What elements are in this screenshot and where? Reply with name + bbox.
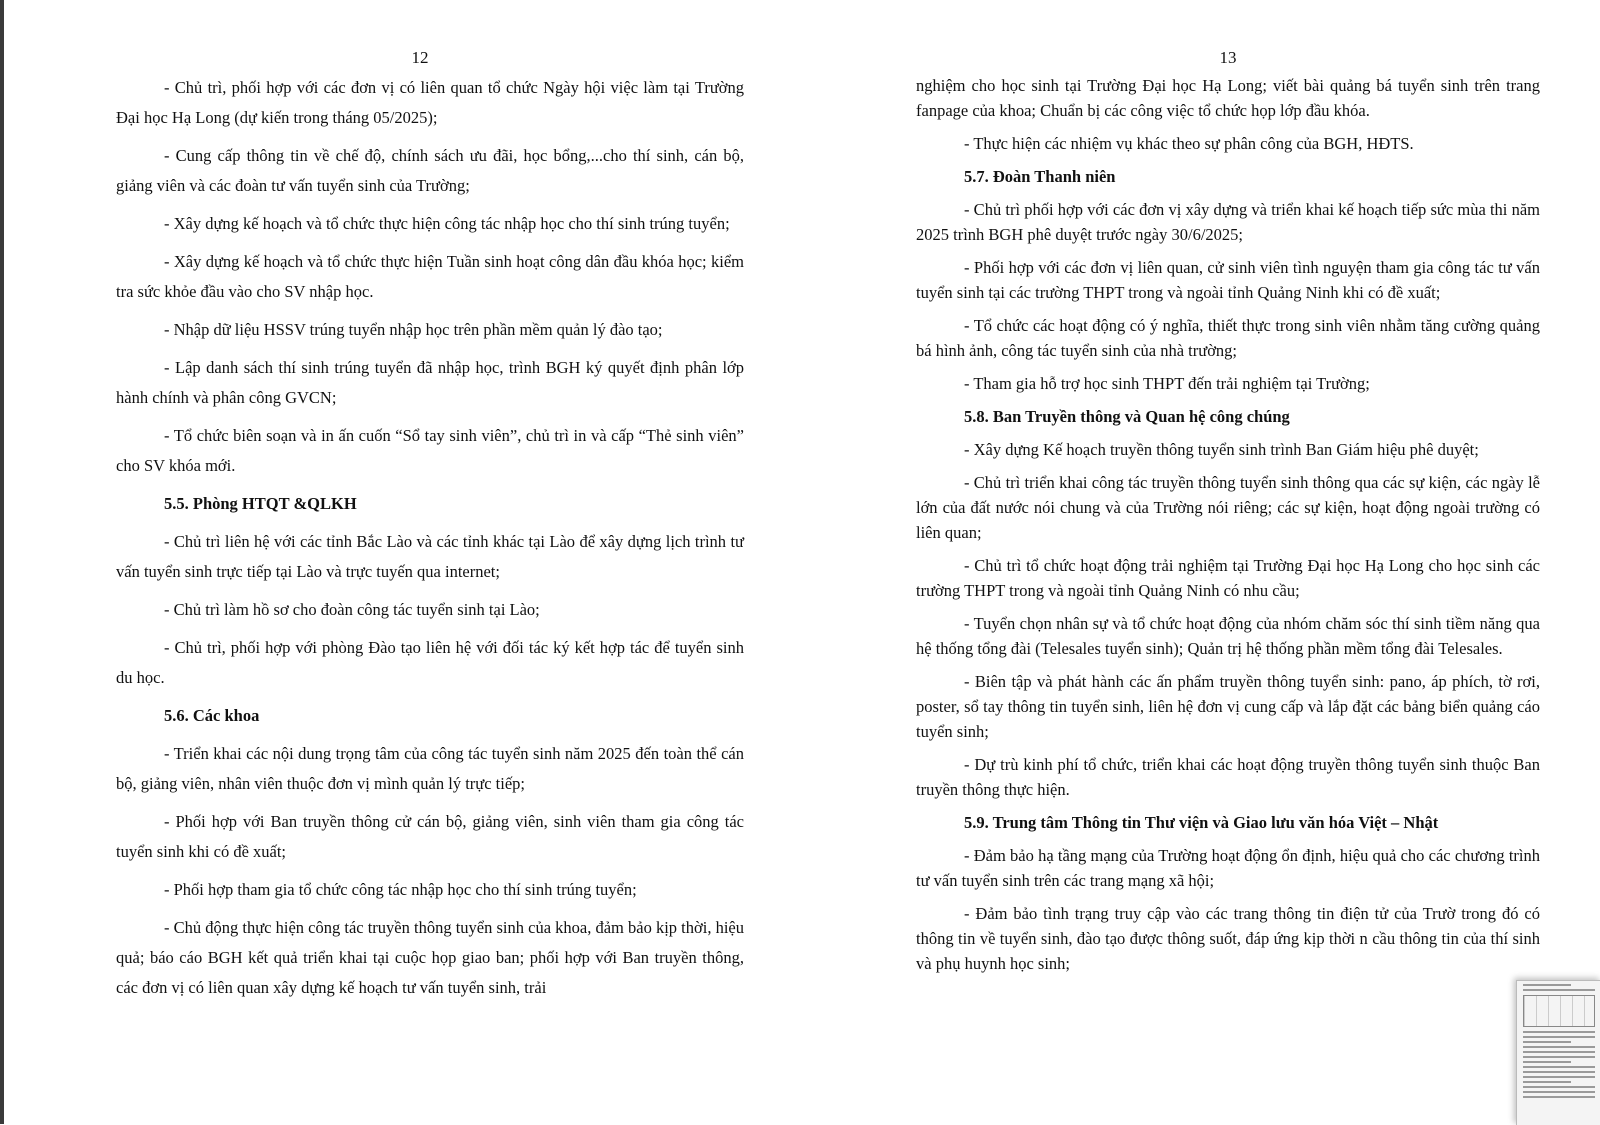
thumbnail-table: [1523, 995, 1595, 1027]
paragraph: - Cung cấp thông tin về chế độ, chính sách ưu đãi, học bổng,...cho thí sinh, cán bộ, giảng viên và các đoàn tư vấn tuyển sinh của Trường;: [116, 146, 744, 195]
section-heading: 5.8. Ban Truyền thông và Quan hệ công chúng: [964, 407, 1290, 426]
thumbnail-line: [1523, 1041, 1571, 1043]
paragraph: - Thực hiện các nhiệm vụ khác theo sự phân công của BGH, HĐTS.: [964, 134, 1414, 153]
thumbnail-line: [1523, 1036, 1595, 1038]
thumbnail-line: [1523, 984, 1571, 986]
thumbnail-line: [1523, 989, 1595, 991]
thumbnail-line: [1523, 1086, 1595, 1088]
paragraph: - Chủ động thực hiện công tác truyền thông tuyển sinh của khoa, đảm bảo kịp thời, hiệu quả; báo cáo BGH kết quả triển khai tại cuộc họp giao ban; phối hợp với Ban truyền thông, các đơn vị có liên quan xây dựng kế hoạch tư vấn tuyển sinh, trải: [116, 918, 744, 997]
paragraph: - Chủ trì triển khai công tác truyền thông tuyển sinh thông qua các sự kiện, các ngày lễ lớn của đất nước nói chung và của Trường nói riêng; các sự kiện, hoạt động ngoài trường có liên quan;: [916, 473, 1540, 542]
page-thumbnail-preview[interactable]: [1516, 980, 1600, 1125]
paragraph: - Chủ trì tổ chức hoạt động trải nghiệm tại Trường Đại học Hạ Long cho học sinh các trường THPT trong và ngoài tỉnh Quảng Ninh có nhu cầu;: [916, 556, 1540, 600]
paragraph: - Xây dựng Kế hoạch truyền thông tuyển sinh trình Ban Giám hiệu phê duyệt;: [964, 440, 1479, 459]
section-heading: 5.7. Đoàn Thanh niên: [964, 167, 1116, 186]
thumbnail-line: [1523, 1091, 1595, 1093]
window-edge: [0, 0, 4, 1124]
paragraph: - Chủ trì phối hợp với các đơn vị xây dựng và triển khai kế hoạch tiếp sức mùa thi năm 2025 trình BGH phê duyệt trước ngày 30/6/2025;: [916, 200, 1540, 244]
paragraph: - Phối hợp với Ban truyền thông cử cán bộ, giảng viên, sinh viên tham gia công tác tuyển sinh khi có đề xuất;: [116, 812, 744, 861]
page-13: [916, 0, 1540, 1124]
paragraph: - Tuyển chọn nhân sự và tổ chức hoạt động của nhóm chăm sóc thí sinh tiềm năng qua hệ thống tổng đài (Telesales tuyển sinh); Quản trị hệ thống phần mềm tổng đài Telesales.: [916, 614, 1540, 658]
paragraph: - Phối hợp với các đơn vị liên quan, cử sinh viên tình nguyện tham gia công tác tư vấn tuyển sinh tại các trường THPT trong và ngoài tỉnh Quảng Ninh khi có đề xuất;: [916, 258, 1540, 302]
page-12: [116, 0, 744, 1124]
page-content: [916, 73, 1540, 984]
paragraph: - Tham gia hỗ trợ học sinh THPT đến trải nghiệm tại Trường;: [964, 374, 1370, 393]
thumbnail-line: [1523, 1061, 1571, 1063]
paragraph: - Lập danh sách thí sinh trúng tuyển đã nhập học, trình BGH ký quyết định phân lớp hành chính và phân công GVCN;: [116, 358, 744, 407]
section-heading: 5.9. Trung tâm Thông tin Thư viện và Giao lưu văn hóa Việt – Nhật: [964, 813, 1439, 832]
thumbnail-line: [1523, 1096, 1595, 1098]
thumbnail-line: [1523, 1051, 1595, 1053]
paragraph: - Triển khai các nội dung trọng tâm của công tác tuyển sinh năm 2025 đến toàn thể cán bộ, giảng viên, nhân viên thuộc đơn vị mình quản lý trực tiếp;: [116, 744, 744, 793]
paragraph: - Nhập dữ liệu HSSV trúng tuyển nhập học trên phần mềm quản lý đào tạo;: [164, 320, 663, 339]
paragraph: nghiệm cho học sinh tại Trường Đại học Hạ Long; viết bài quảng bá tuyển sinh trên trang fanpage của khoa; Chuẩn bị các công việc tổ chức họp lớp đầu khóa.: [916, 76, 1540, 120]
paragraph: - Xây dựng kế hoạch và tổ chức thực hiện công tác nhập học cho thí sinh trúng tuyển;: [164, 214, 730, 233]
paragraph: - Dự trù kinh phí tổ chức, triển khai các hoạt động truyền thông tuyển sinh thuộc Ban truyền thông thực hiện.: [916, 755, 1540, 799]
paragraph: - Chủ trì làm hồ sơ cho đoàn công tác tuyển sinh tại Lào;: [164, 600, 540, 619]
page-number: 13: [1219, 48, 1237, 67]
section-heading: 5.5. Phòng HTQT &QLKH: [164, 494, 357, 513]
paragraph: - Chủ trì, phối hợp với các đơn vị có liên quan tổ chức Ngày hội việc làm tại Trường Đại học Hạ Long (dự kiến trong tháng 05/2025);: [116, 78, 744, 127]
thumbnail-line: [1523, 1066, 1595, 1068]
section-heading: 5.6. Các khoa: [164, 706, 260, 725]
thumbnail-line: [1523, 1031, 1595, 1033]
paragraph: - Đảm bảo hạ tầng mạng của Trường hoạt động ổn định, hiệu quả cho các chương trình tư vấn tuyển sinh trên các trang mạng xã hội;: [916, 846, 1540, 890]
paragraph: - Chủ trì liên hệ với các tỉnh Bắc Lào và các tỉnh khác tại Lào để xây dựng lịch trình tư vấn tuyển sinh trực tiếp tại Lào và trực tuyến qua internet;: [116, 532, 744, 581]
page-content: [116, 73, 744, 1011]
thumbnail-line: [1523, 1046, 1595, 1048]
thumbnail-line: [1523, 1056, 1595, 1058]
paragraph: - Xây dựng kế hoạch và tổ chức thực hiện Tuần sinh hoạt công dân đầu khóa học; kiểm tra sức khỏe đầu vào cho SV nhập học.: [116, 252, 744, 301]
paragraph: - Đảm bảo tình trạng truy cập vào các trang thông tin điện tử của Trườ trong đó có thông tin về tuyển sinh, đào tạo được thông suốt, đáp ứng kịp thời n cầu thông tin của thí sinh và phụ huynh học sinh;: [916, 904, 1540, 973]
thumbnail-line: [1523, 1071, 1595, 1073]
paragraph: - Phối hợp tham gia tổ chức công tác nhập học cho thí sinh trúng tuyển;: [164, 880, 637, 899]
thumbnail-line: [1523, 1081, 1571, 1083]
paragraph: - Tổ chức biên soạn và in ấn cuốn “Sổ tay sinh viên”, chủ trì in và cấp “Thẻ sinh viên” cho SV khóa mới.: [116, 426, 744, 475]
paragraph: - Biên tập và phát hành các ấn phẩm truyền thông tuyển sinh: pano, áp phích, tờ rơi, poster, sổ tay thông tin tuyển sinh, liên hệ đơn vị cung cấp và lắp đặt các bảng biển quảng cáo tuyển sinh;: [916, 672, 1540, 741]
paragraph: - Tổ chức các hoạt động có ý nghĩa, thiết thực trong sinh viên nhằm tăng cường quảng bá hình ảnh, công tác tuyển sinh của nhà trường;: [916, 316, 1540, 360]
thumbnail-line: [1523, 1076, 1595, 1078]
paragraph: - Chủ trì, phối hợp với phòng Đào tạo liên hệ với đối tác ký kết hợp tác để tuyển sinh du học.: [116, 638, 744, 687]
page-number: 12: [411, 48, 429, 67]
